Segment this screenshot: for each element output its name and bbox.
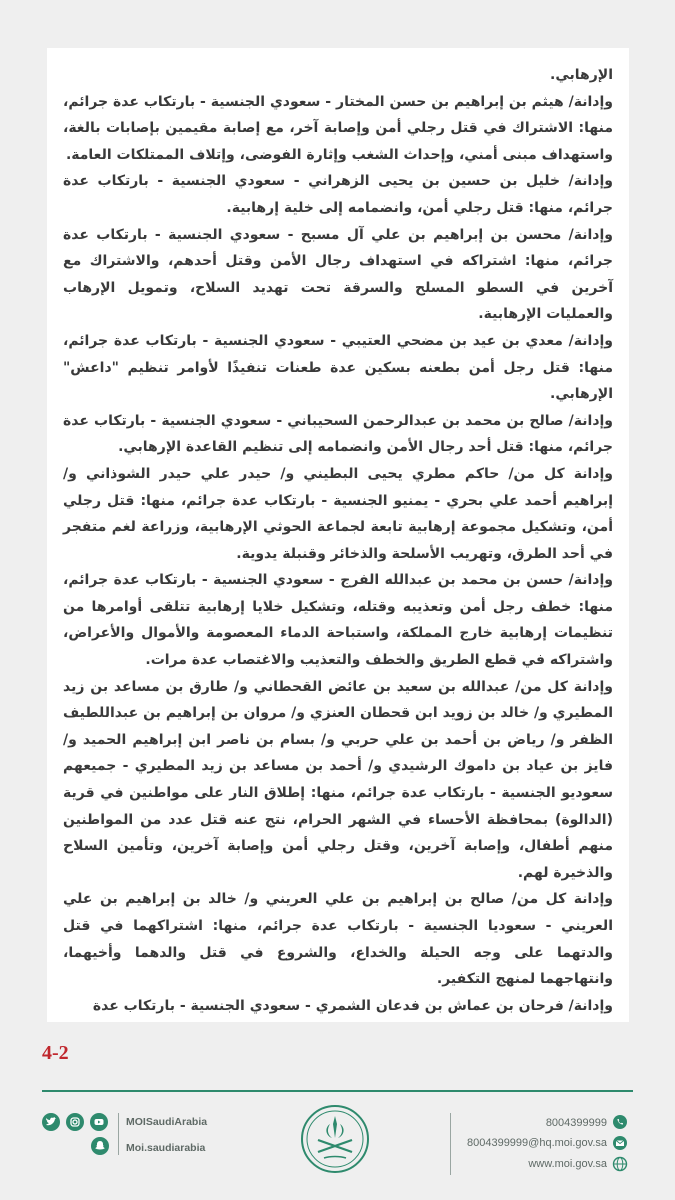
website-link[interactable]: www.moi.gov.sa: [528, 1158, 607, 1170]
globe-icon[interactable]: [612, 1156, 628, 1176]
saudi-emblem-icon: [300, 1104, 370, 1174]
paragraph: وإدانة/ محسن بن إبراهيم بن علي آل مسبح - سعودي الجنسية - بارتكاب عدة جرائم، منها: اشتراكه في استهداف رجال الأمن وقتل أحدهم، والاشتراك مع آخرين في السطو المسلح والسرقة تحت تهديد السلاح، وتمويل الإرهاب والعمليات الإرهابية.: [63, 226, 613, 323]
footer-separator: [450, 1113, 451, 1175]
paragraph: وإدانة كل من/ صالح بن إبراهيم بن علي العريني و/ خالد بن إبراهيم بن علي العريني - سعوديا الجنسية - بارتكاب عدة جرائم، منها: اشتراكهما في قتل والدتهما على وجه الحيلة والخداع، والشروع في قتل والدهما وأخيهما، وانتهاجهما لمنهج التكفير.: [63, 891, 613, 988]
paragraph: وإدانة كل من/ حاكم مطري يحيى البطيني و/ حيدر علي حيدر الشوذاني و/ إبراهيم أحمد علي بحري - يمنيو الجنسية - بارتكاب عدة جرائم، منها: قتل رجلي أمن، وتشكيل مجموعة إرهابية تابعة لجماعة الحوثي الإرهابية، وزراعة لغم متفجر في أحد الطرق، وتهريب الأسلحة والذخائر وقنبلة يدوية.: [63, 465, 613, 562]
phone-number[interactable]: 8004399999: [545, 1117, 607, 1129]
email-icon[interactable]: [612, 1135, 628, 1155]
youtube-icon[interactable]: [90, 1113, 108, 1131]
instagram-icon[interactable]: [66, 1113, 84, 1131]
paragraph: وإدانة/ خليل بن حسين بن يحيى الزهراني - سعودي الجنسية - بارتكاب عدة جرائم، منها: قتل رجلي أمن، وانضمامه إلى خلية إرهابية.: [63, 173, 613, 216]
paragraph: وإدانة/ معدي بن عيد بن مضحي العتيبي - سعودي الجنسية - بارتكاب عدة جرائم، منها: قتل رجل أمن بطعنه بسكين عدة طعنات تنفيذًا لأوامر تنظيم "داعش" الإرهابي.: [63, 332, 613, 403]
paragraph: الإرهابي.: [550, 67, 613, 83]
whatsapp-icon[interactable]: [612, 1114, 628, 1134]
twitter-icon[interactable]: [42, 1113, 60, 1131]
snapchat-icon[interactable]: [91, 1137, 109, 1155]
footer-separator: [118, 1113, 119, 1155]
footer-divider: [42, 1090, 633, 1092]
social-handle[interactable]: MOISaudiArabia: [126, 1116, 208, 1128]
paragraph: وإدانة كل من/ عبدالله بن سعيد بن عائض القحطاني و/ طارق بن مساعد بن زيد المطيري و/ خالد بن زويد ابن قحطان العنزي و/ مروان بن إبراهيم بن عبداللطيف الظفر و/ رياض بن أحمد بن علي حربي و/ بسام بن ناصر ابن إبراهيم الحميد و/ فايز بن عياد بن داموك الرشيدي و/ أحمد بن مساعد بن زيد المطيري - جميعهم سعوديو الجنسية - بارتكاب عدة جرائم، منها: إطلاق النار على مواطنين في قرية (الدالوة) بمحافظة الأحساء في الشهر الحرام، نتج عنه قتل عدد من المواطنين منهم أطفال، وإصابة آخرين، وقتل رجلي أمن وإصابة آخرين، وتأمين السلاح والذخيرة لهم.: [63, 678, 613, 881]
social-icons: [42, 1113, 108, 1131]
paragraph: وإدانة/ حسن بن محمد بن عبدالله الفرج - سعودي الجنسية - بارتكاب عدة جرائم، منها: خطف رجل أمن وتعذيبه وقتله، وتشكيل خلايا إرهابية تتلقى أوامرها من تنظيمات إرهابية خارج المملكة، واستباحة الدماء المعصومة والأموال والأعراض، واشتراكه في قطع الطريق والخطف والتعذيب والاغتصاب عدة مرات.: [63, 572, 613, 669]
footer: [0, 1100, 675, 1200]
page-number: 4-2: [42, 1042, 69, 1064]
social-handle-alt[interactable]: Moi.saudiarabia: [126, 1142, 206, 1154]
email-address[interactable]: 8004399999@hq.moi.gov.sa: [466, 1137, 607, 1149]
paragraph: وإدانة/ هيثم بن إبراهيم بن حسن المختار - سعودي الجنسية - بارتكاب عدة جرائم، منها: الاشتراك في قتل رجلي أمن وإصابة آخر، مع إصابة مقيمين بإصابات بالغة، واستهداف مبنى أمني، وإحداث الشغب وإثارة الفوضى، وإتلاف الممتلكات العامة.: [63, 93, 613, 163]
paragraph: وإدانة/ فرحان بن عماش بن فدعان الشمري - سعودي الجنسية - بارتكاب عدة: [92, 997, 613, 1014]
paragraph: وإدانة/ صالح بن محمد بن عبدالرحمن السحيباني - سعودي الجنسية - بارتكاب عدة جرائم، منها: قتل أحد رجال الأمن وانضمامه إلى تنظيم القاعدة الإرهابي.: [63, 412, 613, 456]
body-text: [63, 62, 613, 1019]
